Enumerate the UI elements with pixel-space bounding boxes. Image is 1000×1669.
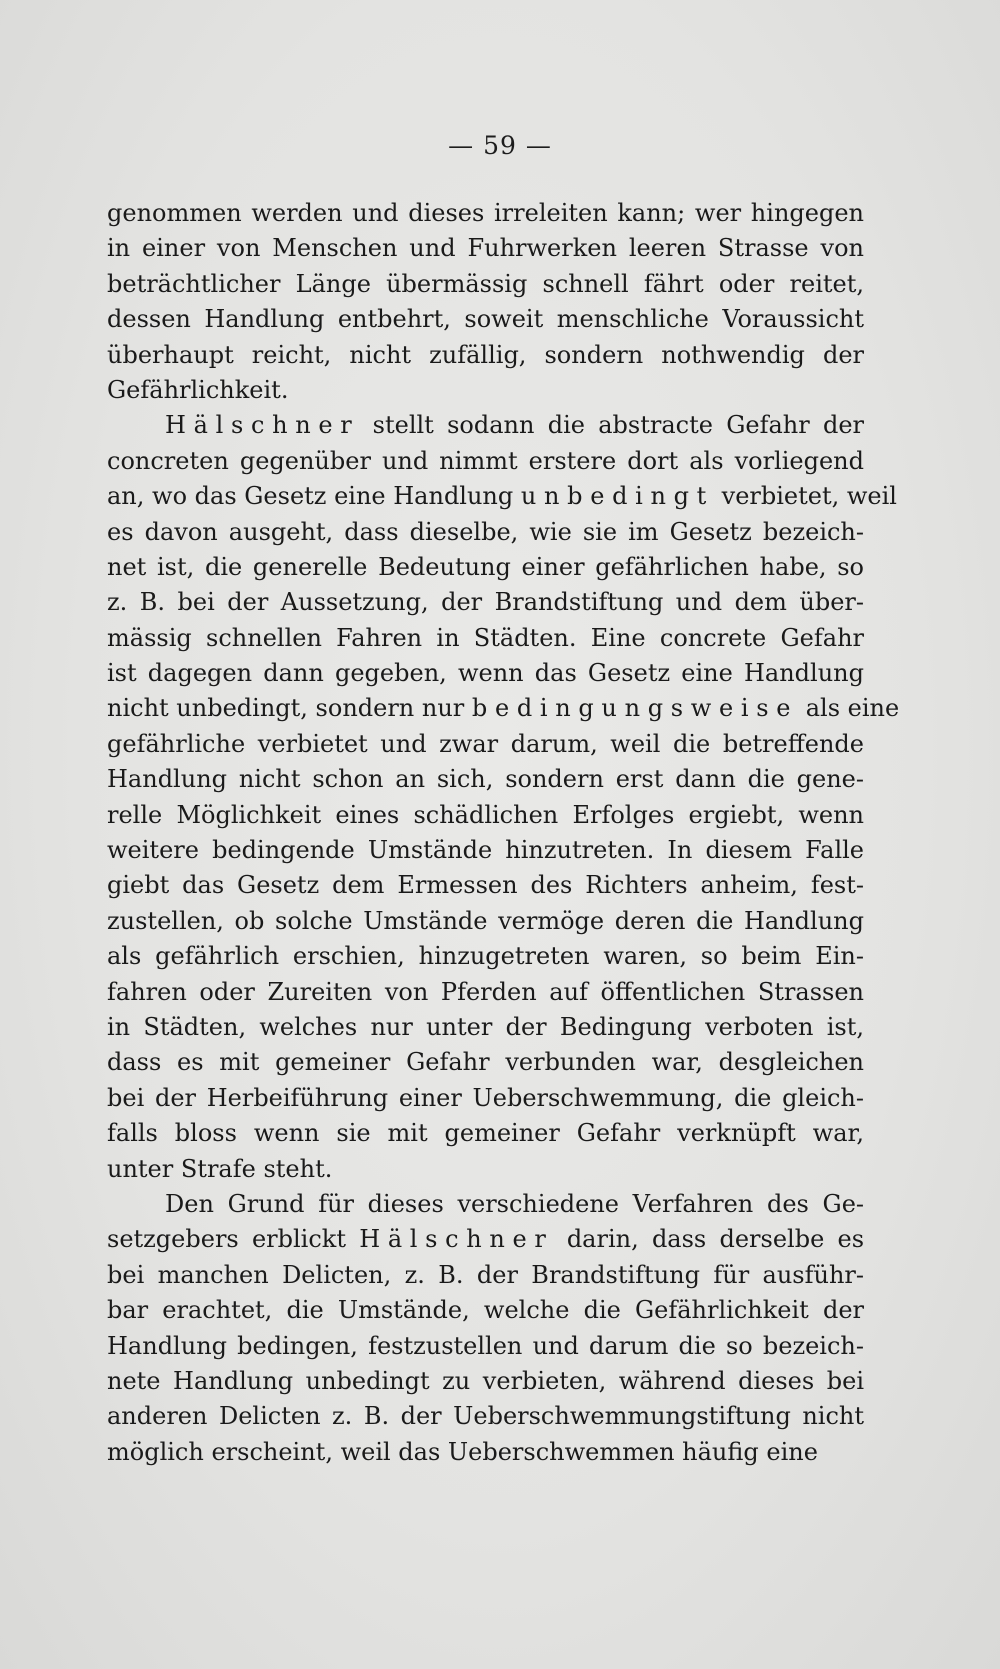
text-run: in Städten, welches nur unter der Bedingung verboten ist, <box>107 1012 864 1041</box>
text-run: setzgebers erblickt <box>107 1225 360 1254</box>
emphasized-word: bedingungsweise <box>471 694 799 723</box>
text-line <box>107 1222 864 1257</box>
text-run: bar erachtet, die Umstände, welche die Gefährlichkeit der <box>107 1296 864 1325</box>
text-run: weitere bedingende Umstände hinzutreten. In diesem Falle <box>107 836 864 865</box>
text-run: nicht unbedingt, sondern nur <box>107 694 472 723</box>
text-run: anderen Delicten z. B. der Ueberschwemmungstiftung nicht <box>107 1402 864 1431</box>
body-text <box>107 196 900 1470</box>
text-run: darin, dass derselbe es <box>553 1225 865 1254</box>
text-run: als gefährlich erschien, hinzugetreten waren, so beim Ein- <box>107 942 864 971</box>
page-number: — 59 — <box>448 131 552 160</box>
text-line <box>107 1399 864 1434</box>
text-line <box>107 408 864 443</box>
text-line <box>107 1329 864 1364</box>
text-run: verbietet, weil <box>714 482 897 511</box>
text-run: möglich erscheint, weil das Ueberschwemmen häufig eine <box>107 1437 818 1466</box>
emphasized-word: Hälschner <box>165 411 360 440</box>
text-run: an, wo das Gesetz eine Handlung <box>107 482 521 511</box>
text-line <box>107 338 864 373</box>
text-line <box>107 550 864 585</box>
text-line <box>107 444 864 479</box>
text-line <box>107 833 864 868</box>
text-run: ist dagegen dann gegeben, wenn das Gesetz eine Handlung <box>107 659 864 688</box>
text-run: als eine <box>798 694 900 723</box>
text-run: Handlung nicht schon an sich, sondern erst dann die gene- <box>107 765 864 794</box>
text-line <box>107 691 900 726</box>
text-run: zustellen, ob solche Umstände vermöge deren die Handlung <box>107 906 864 935</box>
text-line <box>107 479 897 514</box>
text-run: concreten gegenüber und nimmt erstere dort als vorliegend <box>107 446 864 475</box>
text-line <box>107 1258 864 1293</box>
text-line <box>107 868 864 903</box>
text-line <box>107 798 864 833</box>
text-line <box>107 1187 864 1222</box>
text-run: fahren oder Zureiten von Pferden auf öffentlichen Strassen <box>107 977 864 1006</box>
text-line <box>107 302 864 337</box>
text-run: relle Möglichkeit eines schädlichen Erfolges ergiebt, wenn <box>107 800 864 829</box>
text-run: genommen werden und dieses irreleiten kann; wer hingegen <box>107 199 864 227</box>
text-run: stellt sodann die abstracte Gefahr der <box>359 411 864 440</box>
text-line <box>107 1010 864 1045</box>
text-run: bei manchen Delicten, z. B. der Brandstiftung für ausführ- <box>107 1260 864 1289</box>
text-run: Handlung bedingen, festzustellen und darum die so bezeich- <box>107 1331 864 1360</box>
text-run: z. B. bei der Aussetzung, der Brandstiftung und dem über- <box>107 588 864 617</box>
text-line <box>107 762 864 797</box>
text-line <box>107 1152 864 1187</box>
paragraph <box>107 1187 864 1470</box>
text-line <box>107 656 864 691</box>
text-run: gefährliche verbietet und zwar darum, weil die betreffende <box>107 729 864 758</box>
text-line <box>107 1116 864 1151</box>
text-line <box>107 727 864 762</box>
text-line <box>107 231 864 266</box>
text-run: dass es mit gemeiner Gefahr verbunden war, desgleichen <box>107 1048 864 1077</box>
text-line <box>107 1045 864 1080</box>
emphasized-word: unbedingt <box>520 482 714 511</box>
paragraph <box>107 408 900 1187</box>
text-line <box>107 1081 864 1116</box>
paragraph <box>107 196 864 408</box>
text-run: mässig schnellen Fahren in Städten. Eine concrete Gefahr <box>107 623 864 652</box>
text-line <box>107 373 864 408</box>
text-line <box>107 621 864 656</box>
text-run: überhaupt reicht, nicht zufällig, sondern nothwendig der <box>107 340 864 369</box>
text-line <box>107 1364 864 1399</box>
text-run: giebt das Gesetz dem Ermessen des Richters anheim, fest- <box>107 871 864 900</box>
emphasized-word: Hälschner <box>359 1225 554 1254</box>
text-run: bei der Herbeiführung einer Ueberschwemmung, die gleich- <box>107 1083 864 1112</box>
text-line <box>107 267 864 302</box>
text-run: unter Strafe steht. <box>107 1154 333 1183</box>
text-run: nete Handlung unbedingt zu verbieten, während dieses bei <box>107 1366 864 1395</box>
text-run: falls bloss wenn sie mit gemeiner Gefahr verknüpft war, <box>107 1119 864 1148</box>
text-line <box>107 1293 864 1328</box>
text-line <box>107 515 864 550</box>
text-line <box>107 1435 864 1470</box>
text-run: dessen Handlung entbehrt, soweit menschliche Voraussicht <box>107 305 864 334</box>
text-line <box>107 585 864 620</box>
text-run: Den Grund für dieses verschiedene Verfahren des Ge- <box>165 1189 864 1218</box>
text-line <box>107 939 864 974</box>
text-line <box>107 904 864 939</box>
text-line <box>107 196 864 231</box>
text-line <box>107 975 864 1010</box>
text-run: in einer von Menschen und Fuhrwerken leeren Strasse von <box>107 234 864 263</box>
text-run: Gefährlichkeit. <box>107 375 289 404</box>
text-run: net ist, die generelle Bedeutung einer gefährlichen habe, so <box>107 552 864 581</box>
text-run: beträchtlicher Länge übermässig schnell fährt oder reitet, <box>107 269 864 298</box>
text-run: es davon ausgeht, dass dieselbe, wie sie im Gesetz bezeich- <box>107 517 864 546</box>
